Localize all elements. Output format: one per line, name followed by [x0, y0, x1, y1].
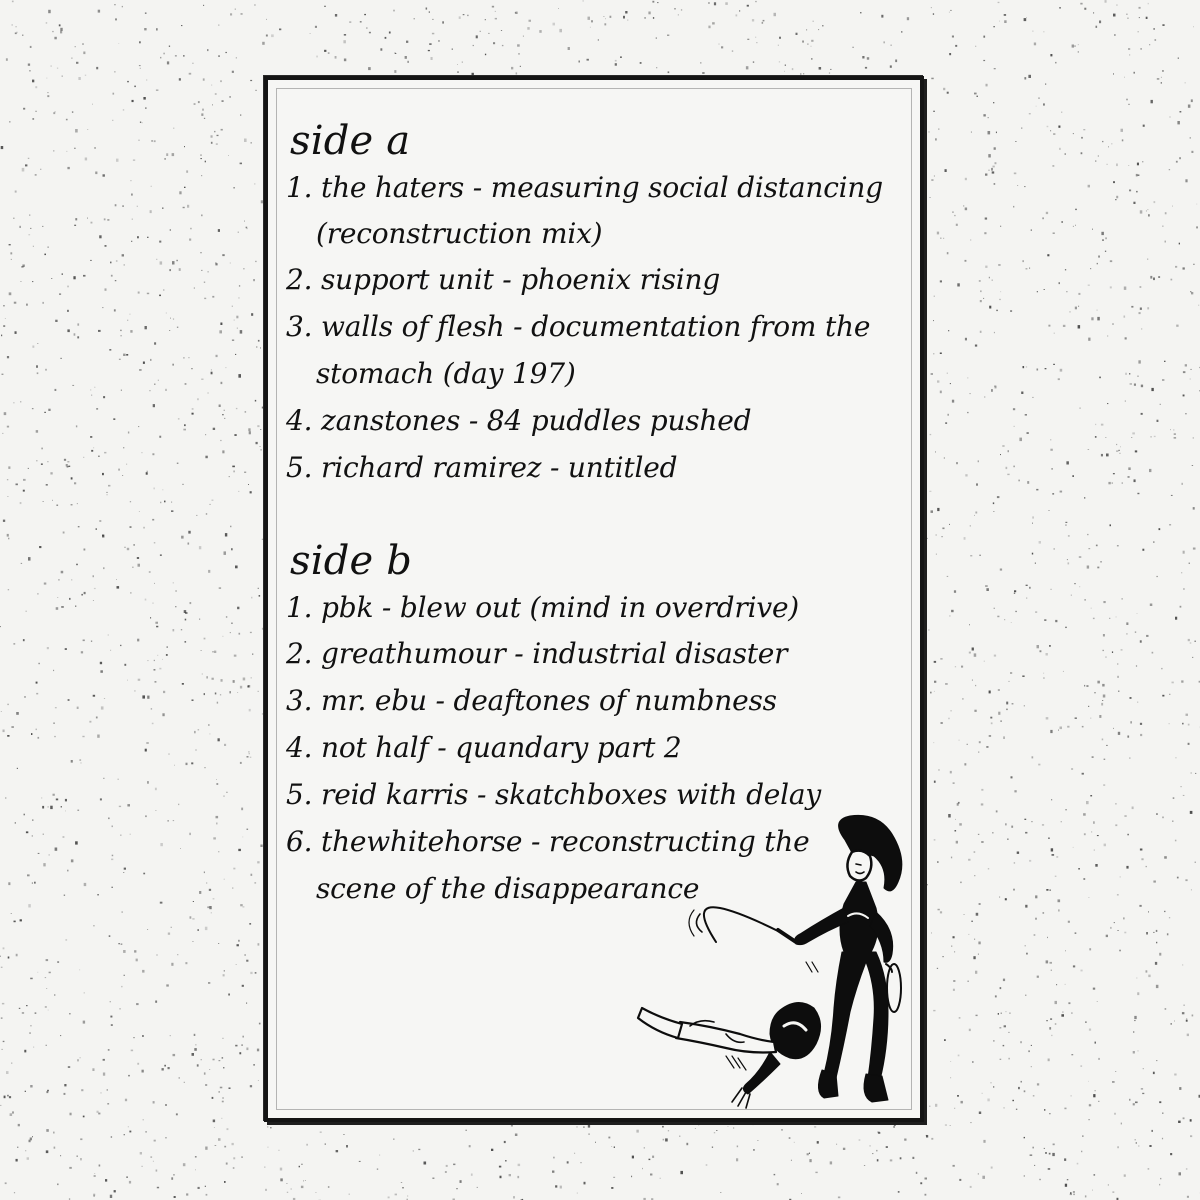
- side-a-track-1: 1. the haters - measuring social distancing: [286, 171, 883, 204]
- side-b-track-6-continued: scene of the disappearance: [316, 872, 700, 905]
- side-a-track-3: 3. walls of flesh - documentation from the: [286, 310, 871, 343]
- side-b-track-4: 4. not half - quandary part 2: [286, 731, 682, 764]
- side-b-track-5: 5. reid karris - skatchboxes with delay: [286, 778, 822, 811]
- side-a-track-5: 5. richard ramirez - untitled: [286, 451, 678, 484]
- side-a-heading: side a: [290, 118, 411, 164]
- side-b-track-6: 6. thewhitehorse - reconstructing the: [286, 825, 810, 858]
- side-a-track-1-continued: (reconstruction mix): [316, 217, 603, 250]
- side-b-track-1: 1. pbk - blew out (mind in overdrive): [286, 591, 800, 624]
- side-a-track-2: 2. support unit - phoenix rising: [286, 263, 721, 296]
- side-b-heading: side b: [290, 538, 413, 584]
- side-b-track-3: 3. mr. ebu - deaftones of numbness: [286, 684, 777, 717]
- side-a-track-4: 4. zanstones - 84 puddles pushed: [286, 404, 752, 437]
- side-a-track-3-continued: stomach (day 197): [316, 357, 576, 390]
- side-b-track-2: 2. greathumour - industrial disaster: [286, 637, 788, 670]
- dominatrix-illustration-icon: [630, 812, 915, 1112]
